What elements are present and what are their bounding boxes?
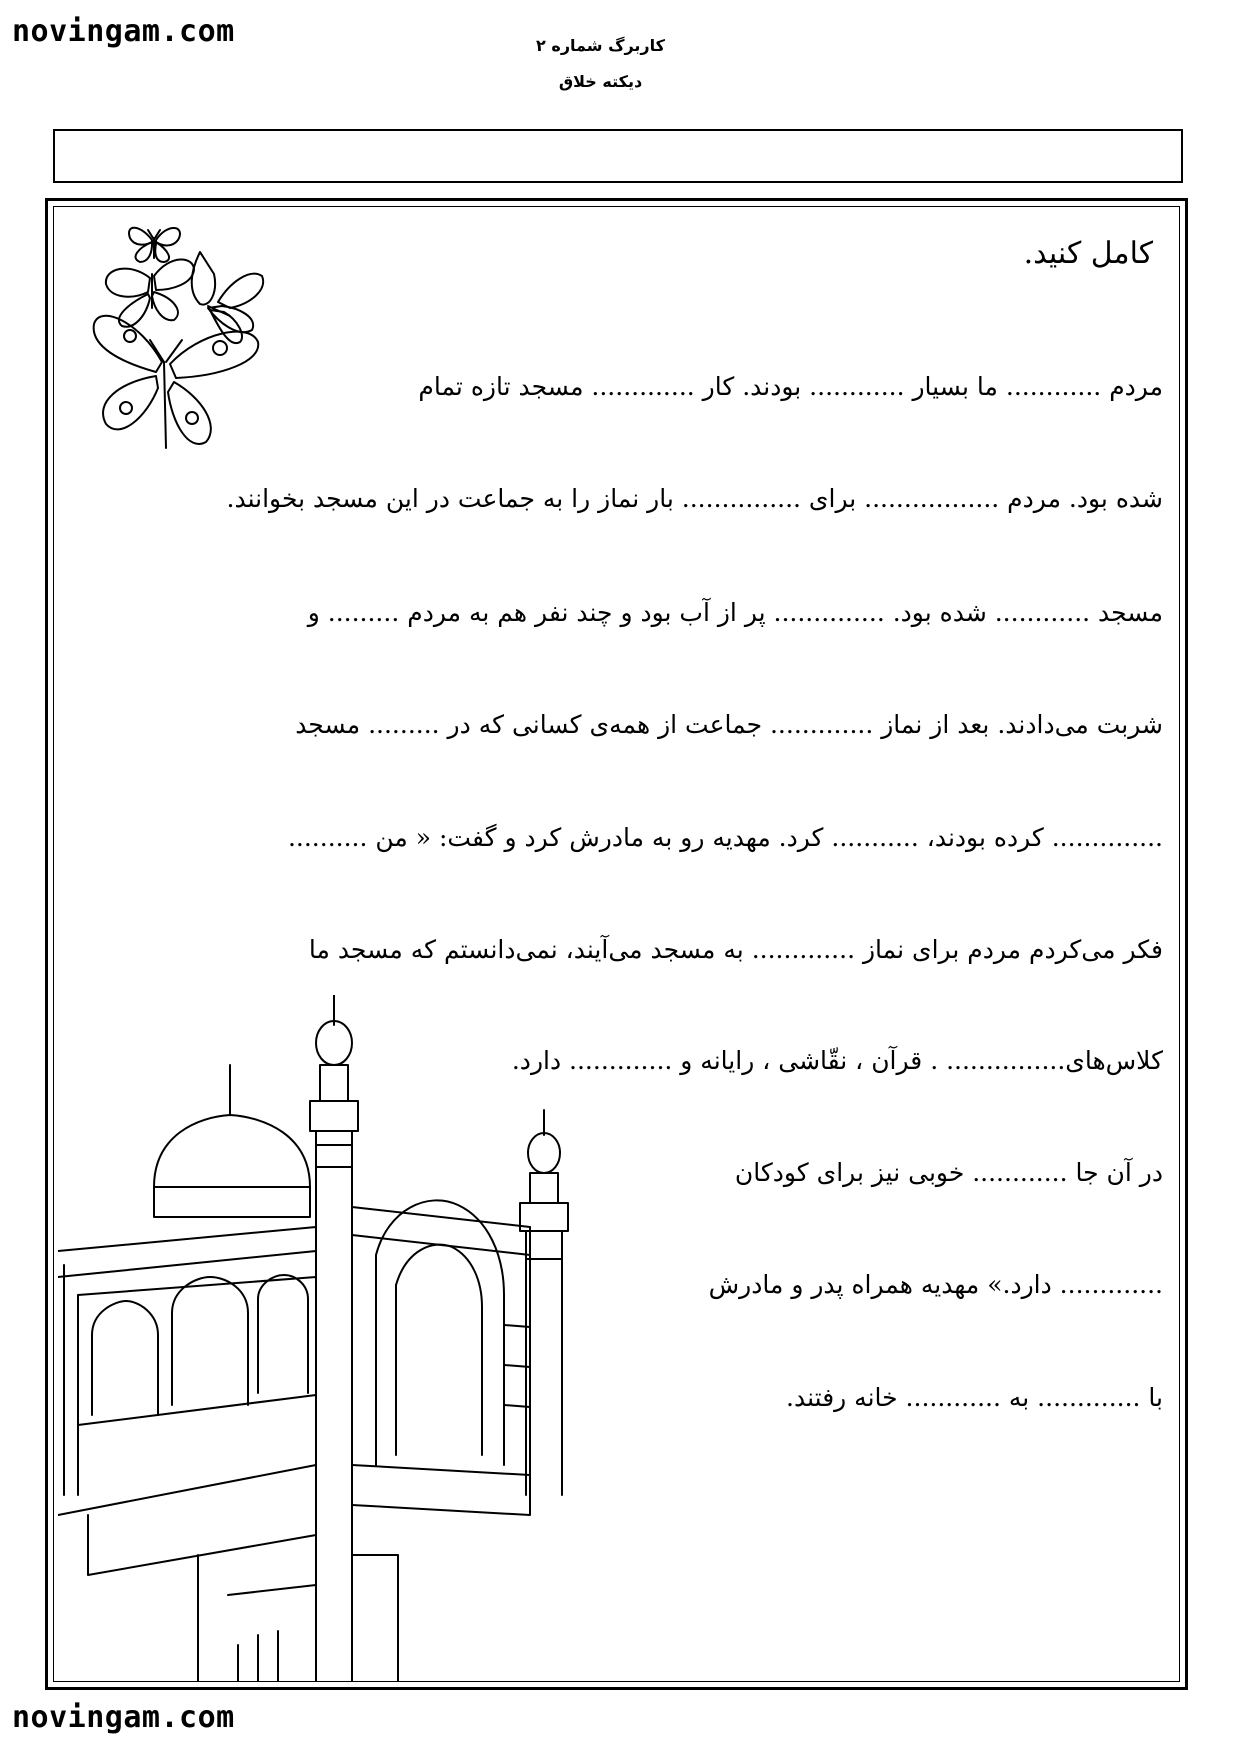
- text-line-6: فکر می‌کردم مردم برای نماز ............. به مسجد می‌آیند، نمی‌دانستم که مسجد ما: [308, 935, 1163, 964]
- text-line-8: در آن جا ............ خوبی نیز برای کودکان: [734, 1158, 1163, 1187]
- worksheet-title: دیکته خلاق: [558, 72, 643, 91]
- text-line-10: با ............. به ............ خانه رفتند.: [786, 1383, 1163, 1412]
- text-line-5: .............. کرده بودند، ........... کرد. مهدیه رو به مادرش کرد و گفت: « من ..........: [287, 823, 1163, 852]
- watermark-top: novingam.com: [12, 14, 235, 49]
- worksheet-number: کاربرگ شماره ۲: [536, 36, 665, 55]
- mosque-icon: [58, 995, 618, 1681]
- text-line-1: مردم ............ ما بسیار ............ بودند. کار ............. مسجد تازه تمام: [418, 372, 1163, 401]
- text-line-9: ............. دارد.» مهدیه همراه پدر و مادرش: [708, 1270, 1163, 1299]
- watermark-bottom: novingam.com: [12, 1700, 235, 1735]
- butterfly-icon: [90, 212, 290, 477]
- text-line-2: شده بود. مردم ................. برای ............... بار نماز را به جماعت در این مسجد بخوانند.: [226, 484, 1163, 513]
- text-line-7: کلاس‌های............... . قرآن ، نقّاشی ، رایانه و ............. دارد.: [511, 1046, 1163, 1075]
- text-line-3: مسجد ............ شده بود. .............. پر از آب بود و چند نفر هم به مردم ......... و: [307, 598, 1163, 627]
- instruction: کامل کنید.: [1023, 236, 1153, 271]
- name-box[interactable]: [53, 129, 1183, 183]
- text-line-4: شربت می‌دادند. بعد از نماز ............. جماعت از همه‌ی کسانی که در ......... مسجد: [295, 710, 1163, 739]
